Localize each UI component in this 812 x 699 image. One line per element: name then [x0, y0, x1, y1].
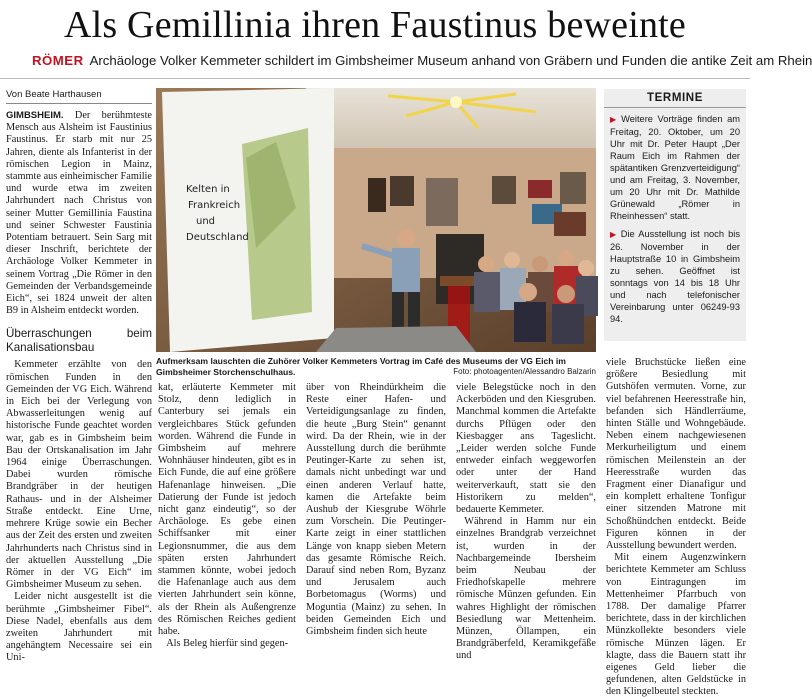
paragraph: Während in Hamm nur ein einzelnes Brandgrab verzeichnet ist, wurden in der Nachbargemeinde Ibersheim beim Neubau der Friedhofskapelle mehrere römische Münzen gefunden. Ein wahres Highlight der römischen Besiedlung war Mettenheim. Münzen, Öllampen, ein Brandgräberfeld, Keramikgefäße und	[456, 516, 596, 662]
column-4	[456, 382, 596, 663]
paragraph: Leider nicht ausgestellt ist die berühmte „Gimbsheimer Fibel“. Diese Nadel, ebenfalls aus dem zweiten Jahrhundert mit angehängtem Necessaire sei ein Uni-	[6, 591, 152, 664]
photo-caption	[156, 356, 596, 377]
triangle-bullet-icon: ▶	[610, 230, 618, 239]
triangle-bullet-icon: ▶	[610, 115, 619, 124]
subline	[32, 52, 812, 70]
headline: Als Gemillinia ihren Faustinus beweinte	[63, 4, 687, 46]
column-2	[158, 382, 296, 650]
article-photo	[156, 88, 596, 352]
svg-text:Kelten in: Kelten in	[186, 184, 230, 195]
termine-item	[610, 228, 740, 325]
termine-title: TERMINE	[604, 89, 746, 108]
photo-credit: Foto: photoagenten/Alessandro Balzarin	[453, 366, 596, 376]
column-1	[6, 110, 152, 665]
column-5	[606, 357, 746, 699]
top-rule	[0, 78, 750, 79]
paragraph: viele Belegstücke noch in den Ackerböden und den Kiesgruben. Manchmal kommen die Artefakte durchs Pflügen oder den Kiesbagger ans Tageslicht. „Leider werden solche Funde entweder einfach weggeworfen oder unter der Hand weiterverkauft, statt sie den Historikern zu melden“, bedauerte Kemmeter.	[456, 382, 596, 516]
paragraph: Mit einem Augenzwinkern berichtete Kemmeter am Schluss von Eintragungen im Mettenheimer Pfarrbuch von 1788. Der damalige Pfarrer berichtete, dass in der kirchlichen Münzkollekte besonders viele römische Münzen lägen. Er klagte, dass die Bauern statt ihr eigenes Geld lieber die gefundenen, alten Geldstücke in den Klingelbeutel steckten.	[606, 552, 746, 698]
termine-item-text: Die Ausstellung ist noch bis 26. November in der Hauptstraße 10 in Gimbsheim zu sehen. Geöffnet ist sonntags von 14 bis 18 Uhr und nach telefonischer Vereinbarung unter 06249-93 94.	[610, 229, 740, 324]
paragraph: Als Beleg hierfür sind gegen-	[166, 638, 289, 650]
kicker: RÖMER	[32, 53, 84, 68]
paragraph: über von Rheindürkheim die Reste einer Hafen- und Verteidigungsanlage zu finden, die heute „Burg Stein“ genannt wird. Da der Rhein, wie in der Ausstellung durch die berühmte Peutinger-Karte zu sehen ist, damals nicht unbedingt war und einen anderen Verlauf hatte, kamen die Artefakte beim Aushub der Kiesgrube Wöhrle zum Vorschein. Die Peutinger-Karte zeigt in einer stattlichen Länge von knapp sieben Metern das gesamte Römische Reich. Darauf sind neben Rom, Byzanz und Jerusalem auch Borbetomagus (Worms) und Moguntia (Mainz) zu sehen. In beiden Gemeinden Eich und Gimbsheim finden sich heute	[306, 382, 446, 638]
column-3	[306, 382, 446, 638]
paragraph: kat, erläuterte Kemmeter mit Stolz, denn lediglich in Canterbury sei jemals ein vergleichbares Stück gefunden worden. Während die Funde in Gimbsheim auf mehrere Wohnhäuser hindeuten, gibt es in Eich Funde, die auf eine größere Hafenanlage hinweisen. „Die Datierung der Funde ist jedoch nicht ganz eindeutig“, so der Archäologe. Es gebe einen Schiffsanker mit einer Legionsnummer, die aus dem späten ersten Jahrhundert stammen könnte, wobei jedoch die Hafenanlage auch aus dem vierten Jahrhundert sein könne, als der Rhein als Außengrenze des Römischen Reiches gedient habe.	[158, 382, 296, 638]
lead-text: Der berühmteste Mensch aus Alsheim ist Faustinius Faustinus. Er starb mit nur 25 Jahren, diente als Infanterist in der römischen Legion in Mainz, stammte aus einheimischer Familie und wurde etwa im zweiten Jahrhundert nach Christus von seiner Mutter Gemillinia Faustina und seiner Schwester Faustinia Potentiam betrauert. Sein Sarg mit dieser Inschrift, berichtete der Archäologe Volker Kemmeter in seinem Vortrag „Die Römer in den Gemeinden der Verbandsgemeinde Eich“, sei 1824 unweit der alten B9 in Alsheim entdeckt worden.	[6, 110, 152, 317]
termine-item	[610, 113, 740, 222]
lead-paragraph	[6, 110, 152, 317]
dateline: GIMBSHEIM.	[6, 110, 64, 121]
subheading: Überraschungen beim Kanalisationsbau	[6, 327, 152, 355]
paragraph: Kemmeter erzählte von den römischen Funden in den Gemeinden der VG Eich. Während in Eich bei der Verlegung von Abwasserleitungen wenig auf historische Funde geachtet worden war, gab es in Gimbsheim beim Bau der Ortskanalisation im Jahr 1964 einige Überraschungen. Dabei wurden römische Brandgräber in der heutigen Rathaus- und in der Alsheimer Straße entdeckt. Eine Urne, mehrere Krüge sowie ein Becher aus der Zeit des ersten und zweiten Jahrhunderts nach Christus sind in der aktuellen Ausstellung „Die Römer in der VG Eich“ im Gimbsheimer Museum zu sehen.	[6, 359, 152, 591]
svg-text:und: und	[196, 216, 216, 227]
author-byline: Von Beate Harthausen	[6, 89, 152, 104]
svg-text:Frankreich: Frankreich	[188, 200, 241, 211]
caption-text: Aufmerksam lauschten die Zuhörer Volker Kemmeters Vortrag im Café des Museums der VG Eich im Gimbsheimer Storchenschulhaus.	[156, 356, 566, 377]
subline-text: Archäologe Volker Kemmeter schildert im Gimbsheimer Museum anhand von Gräbern und Funden die antike Zeit am Rhein	[89, 53, 812, 68]
termine-item-text: Weitere Vorträge finden am Freitag, 20. Oktober, um 20 Uhr mit Dr. Peter Haupt „Der Raum Eich im Rahmen der spätantiken Grenzverteidigung“ und am Freitag, 3. November, um 20 Uhr mit Dr. Mathilde Grünewald „Römer in Rheinhessen“ statt.	[610, 114, 740, 221]
termine-box	[604, 89, 746, 341]
svg-text:Deutschland: Deutschland	[186, 232, 249, 243]
lecture-photo-illustration	[156, 88, 596, 352]
paragraph: viele Bruchstücke ließen eine größere Besiedlung mit Gutshöfen vermuten. Vorne, zur viel befahrenen Heeresstraße hin, befanden sich Händlerräume, hinten Ställe und Wohngebäude. Neben einem nachgewiesenen Merkurheiligtum und einem römischen Meilenstein an der Heeresstraße wurden das Fragment einer Dianafigur und ein komplett erhaltene Tonfigur einer sitzenden Matrone mit Schoßhündchen entdeckt. Beide Figuren können in der Ausstellung bewundert werden.	[606, 357, 746, 552]
